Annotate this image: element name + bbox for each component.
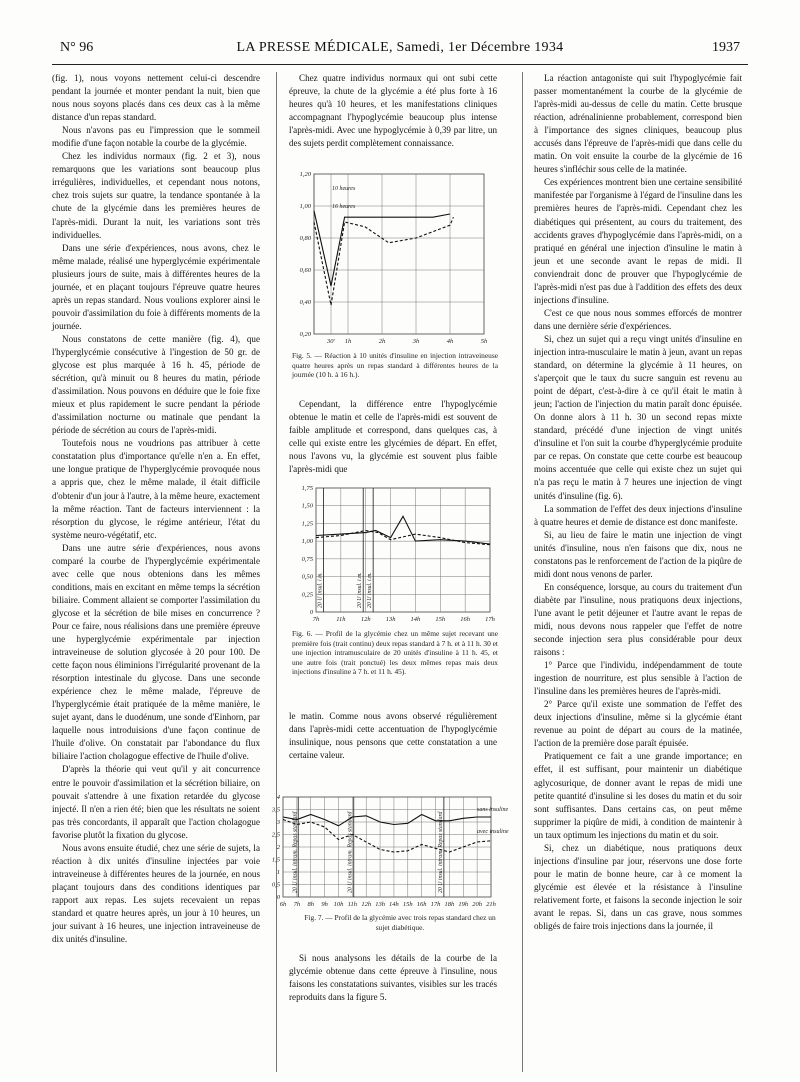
page-header: [60, 40, 740, 60]
paragraph: La réaction antagoniste qui suit l'hypoglycémie fait passer momentanément la courbe de la glycémie de l'après-midi au-dessus de celle du matin. Cette brusque réaction, adrénalinienne probablement, correspond bien à l'importance des signes cliniques, beaucoup plus accusés dans l'épreuve de l'après-midi que dans celle du matin. On voit ensuite la courbe de la glycémie de 16 heures s'infléchir sous celle de la matinée.: [534, 73, 742, 175]
paragraph: Chez quatre individus normaux qui ont subi cette épreuve, la chute de la glycémie a été plus forte à 16 heures qu'à 10 heures, et les manifestations cliniques accompagnant l'hypoglycémie beaucoup plus intense l'après-midi. Avec une hypoglycémie à 0,39 par litre, un des sujets perdit complètement connaissance.: [289, 73, 497, 149]
x-tick-label: 8h: [307, 901, 314, 908]
paragraph: Nous n'avons pas eu l'impression que le sommeil modifie d'une façon notable la courbe de la glycémie.: [52, 125, 260, 149]
x-tick-label: 17h: [430, 901, 441, 908]
column-3: [534, 72, 742, 933]
journal-title: LA PRESSE MÉDICALE, Samedi, 1er Décembre 1934: [236, 40, 564, 55]
y-tick-label: 0,40: [299, 299, 311, 306]
x-tick-label: 7h: [293, 901, 301, 908]
paragraph: 2° Parce qu'il existe une sommation de l'effet des deux injections d'insuline, même si la glycémie étant revenue au point de départ au cours de la matinée, l'action de la première dose paraît épuisée.: [534, 699, 742, 749]
y-tick-label: 0: [276, 894, 280, 901]
y-tick-label: 0,50: [301, 573, 313, 581]
paragraph: Toutefois nous ne voudrions pas attribuer à cette constatation plus d'importance qu'elle n'en a. En effet, une longue pratique de l'hyperglycémie provoquée nous a appris que, chez le même malade, il était difficile d'obtenir d'un jour à l'autre, à la même heure, exactement la même réaction. Tant de facteurs interviennent : la résorption du glycose, le régime antérieur, l'état du système neuro-végétatif, etc.: [52, 438, 260, 540]
x-tick-label: 18h: [444, 901, 455, 908]
x-tick-label: 14h: [410, 616, 421, 623]
x-tick-label: 15h: [435, 616, 446, 623]
x-tick-label: 16h: [460, 616, 471, 623]
figure-6-chart: [292, 480, 498, 626]
paragraph: La sommation de l'effet des deux injections d'insuline à quatre heures et demie de distance est donc manifeste.: [534, 503, 742, 527]
plot-frame: [316, 488, 490, 612]
x-tick-label: 17h: [485, 616, 495, 623]
figure-7-caption: Fig. 7. — Profil de la glycémie avec trois repas standard chez un sujet diabétique.: [304, 913, 496, 932]
y-tick-label: 0,80: [299, 235, 311, 242]
figure-5-caption: Fig. 5. — Réaction à 10 unités d'insuline en injection intraveineuse quatre heures après un repas standard à différentes heures de la journée (10 h. à 16 h.).: [292, 351, 498, 380]
paragraph: Dans une autre série d'expériences, nous avons comparé la courbe de l'hyperglycémie expérimentale avec celle que nous obtenions dans les mêmes conditions, mais en excitant en même temps la sécrétion biliaire. Comment allaient se comporter l'assimilation du glycose et la sécrétion de bile mises en concurrence ? Pour ce faire, nous réalisions dans une première épreuve une hyperglycémie expérimentale par injection intraveineuse de solution glycosée à 20 pour 100. De cette façon nous éliminions l'irrégularité provenant de la résorption intestinale du glycose. Dans une seconde expérience chez le même malade, l'épreuve de l'hyperglycémie était pratiquée de la même manière, le sujet ayant, dans le duodénum, une sonde d'Einhorn, par laquelle nous introduisions d'une façon continue de l'huile d'olive. On constatait par l'abondance du flux biliaire l'action cholagogue effective de l'huile d'olive.: [52, 542, 260, 762]
x-tick-label: 6h: [279, 901, 287, 908]
series-line: [314, 217, 453, 305]
paragraph: Si, au lieu de faire le matin une injection de vingt unités d'insuline, nous n'en faisons que dix, nous ne constatons pas le renforcement de l'action de la piqûre de midi dont nous venons de parler.: [534, 529, 742, 579]
y-tick-label: 1,00: [301, 538, 313, 546]
annotation-label: 20 U insul. intram. Repas standard: [292, 811, 299, 893]
paragraph: Chez les individus normaux (fig. 2 et 3), nous remarquons que les variations sont beaucoup plus irrégulières, individuelles, et cependant nous notons, chez trois sujets sur quatre, la tendance spontanée à la chute de la glycémie dans les premières heures de l'après-midi. Durant la nuit, les variations sont très individuelles.: [52, 151, 260, 240]
y-tick-label: 0,25: [301, 591, 313, 599]
paragraph: Dans une série d'expériences, nous avons, chez le même malade, réalisé une hyperglycémie expérimentale plusieurs jours de suite, mais à différentes heures de la journée, et en plaçant toujours l'épreuve quatre heures après un repas standard. Nous voulions explorer ainsi le pouvoir d'assimilation du foie à différents moments de la journée.: [52, 242, 260, 331]
annotation-label: 20 U insul. i.m.: [317, 572, 324, 608]
series-label: 10 heures: [332, 186, 356, 192]
paragraph: Si, chez un diabétique, nous pratiquons deux injections d'insuline par jour, réservons une dose forte pour le matin de bonne heure, car à ce moment la glycémie est élevée et la résistance à l'insuline relativement forte, et faisons la seconde injection le soir avant le repas. Si, dans un cas grave, nous sommes obligés de faire trois injections dans la journée, il: [534, 842, 742, 932]
column-2-after-fig6: [289, 710, 497, 762]
header-rule: [52, 64, 748, 65]
page-number: 1937: [712, 40, 740, 55]
paragraph: Pratiquement ce fait a une grande importance; en effet, il est suffisant, pour maintenir un diabétique aglycosurique, de donner avant le repas de midi une petite quantité d'insuline si les doses du matin et du soir sont suffisantes. Dans certains cas, on peut même supprimer la piqûre de midi, à condition de maintenir à un taux optimum les injections du matin et du soir.: [534, 751, 742, 840]
y-tick-label: 1,50: [301, 502, 313, 510]
figure-5-chart: [292, 164, 498, 354]
x-tick-label: 11h: [336, 616, 346, 623]
y-tick-label: 4: [276, 794, 280, 801]
x-tick-label: 20h: [472, 901, 483, 908]
paragraph: D'après la théorie qui veut qu'il y ait concurrence entre le pouvoir d'assimilation et la sécrétion biliaire, on pouvait s'attendre à une fixation retardée du glycose injecté. Il n'en a rien été; bien que les résultats ne soient pas très concordants, il apparaît que l'action cholagogue favorise plutôt la fixation du glycose.: [52, 764, 260, 840]
x-tick-label: 15h: [402, 901, 413, 908]
y-tick-label: 0,5: [271, 881, 280, 889]
x-tick-label: 4h: [446, 338, 454, 345]
y-tick-label: 0,20: [299, 331, 311, 338]
paragraph: C'est ce que nous nous sommes efforcés de montrer dans une dernière série d'expériences.: [534, 307, 742, 331]
column-divider: [522, 72, 523, 1072]
series-label: avec insuline: [477, 829, 509, 835]
paragraph: Nous avons ensuite étudié, chez une série de sujets, la réaction à dix unités d'insuline injectées par voie intraveineuse à différentes heures de la journée, en nous plaçant toujours dans des conditions identiques par rapport aux repas. Les sujets recevaient un repas standard et quatre heures après, un jour à 10 heures, un jour suivant à 16 heures, une injection intraveineuse de dix unités d'insuline.: [52, 842, 260, 945]
y-tick-label: 1,5: [271, 856, 280, 864]
y-tick-label: 2,5: [271, 831, 280, 839]
column-2-bottom: [289, 952, 497, 1004]
y-tick-label: 0,60: [299, 267, 311, 274]
annotation-label: 20 U insul. intram. Repas standard: [347, 811, 354, 893]
paragraph: En conséquence, lorsque, au cours du traitement d'un diabète par l'insuline, nous pratiquons deux injections, l'une avant le petit déjeuner et l'autre avant le repas de midi, nous devons nous rappeler que l'effet de notre seconde injection sera plus considérable pour deux raisons :: [534, 581, 742, 658]
x-tick-label: 11h: [347, 901, 357, 908]
x-tick-label: 12h: [360, 616, 371, 623]
x-tick-label: 7h: [312, 616, 320, 623]
column-2-intro: [289, 72, 497, 150]
x-tick-label: 3h: [412, 338, 420, 345]
x-tick-label: 1h: [344, 338, 352, 345]
x-tick-label: 9h: [321, 901, 328, 908]
y-tick-label: 0: [309, 609, 313, 616]
x-tick-label: 30': [327, 338, 335, 345]
x-tick-label: 14h: [389, 901, 399, 908]
annotation-label: 20 U insul. i.m.: [357, 572, 364, 608]
paragraph: Si nous analysons les détails de la courbe de la glycémie obtenue dans cette épreuve à l'insuline, nous faisons les constatations suivantes, visibles sur les tracés reproduits dans la figure 5.: [289, 953, 497, 1003]
paragraph: Nous constatons de cette manière (fig. 4), que l'hyperglycémie consécutive à l'ingestion de 50 gr. de glycose est plus marquée à 16 h. 45, période de sécrétion, qu'à minuit ou 8 heures du matin, période d'assimilation. Nous pouvons en déduire que le foie fixe mieux et plus rapidement le sucre pendant la période d'assimilation nocturne ou matinale que pendant la période de sécrétion au cours de l'après-midi.: [52, 333, 260, 436]
paragraph: Ces expériences montrent bien une certaine sensibilité manifestée par l'organisme à l'égard de l'insuline dans les premières heures de l'après-midi. Cependant chez les diabétiques qui présentent, au cours du traitement, des accidents graves d'hypoglycémie dans l'après-midi, on a pratiqué en général une injection d'insuline le matin à jeun et une seconde avant le repas de midi. Il conviendrait donc de prouver que l'hypoglycémie de l'après-midi n'est pas due à l'addition des effets des deux injections d'insuline.: [534, 177, 742, 305]
series-line: [316, 531, 490, 545]
annotation-label: 20 U insul. i.m.: [367, 572, 374, 608]
x-tick-label: 21h: [486, 901, 496, 908]
y-tick-label: 1,00: [299, 203, 311, 210]
column-2-middle: [289, 398, 497, 476]
x-tick-label: 16h: [416, 901, 427, 908]
series-label: 16 heures: [332, 204, 356, 210]
figure-7-chart: [263, 789, 513, 909]
x-tick-label: 13h: [385, 616, 396, 623]
y-tick-label: 1,20: [299, 171, 311, 178]
annotation-label: 20 U insul. intram. Repas standard: [437, 811, 444, 893]
column-divider: [276, 72, 277, 1072]
x-tick-label: 5h: [480, 338, 488, 345]
series-label: sans insuline: [477, 807, 509, 813]
issue-number: N° 96: [60, 40, 94, 55]
figure-6-caption: Fig. 6. — Profil de la glycémie chez un même sujet recevant une première fois (trait continu) deux repas standard à 7 h. et à 11 h. 30 et une injection intramusculaire de 20 unités d'insuline à 11 h. 45, et une autre fois (trait ponctué) les deux mêmes repas mais deux injections d'insuline à 7 h. et 11 h. 45).: [292, 629, 498, 677]
y-tick-label: 0,75: [301, 555, 313, 563]
x-tick-label: 10h: [333, 901, 344, 908]
y-tick-label: 3: [276, 819, 280, 826]
paragraph: Si, chez un sujet qui a reçu vingt unités d'insuline en injection intra-musculaire le matin à jeun, avant un repas standard, on détermine la glycémie à 11 heures, on s'aperçoit que le taux du sucre sanguin est revenu au point de départ, c'est-à-dire à ce qu'il était le matin à jeun; l'action de l'injection du matin paraît donc épuisée. On donne alors à 11 h. 30 un second repas mixte standard, précédé d'une injection de vingt unités d'insuline et l'on suit la courbe d'hyperglycémie produite par ce repas. On constate que cette courbe est beaucoup moins accentuée que celle qui existe chez un sujet qui n'a pas reçu le matin à 7 heures une injection de vingt unités d'insuline (fig. 6).: [534, 333, 742, 501]
paragraph: 1° Parce que l'individu, indépendamment de toute ingestion de nourriture, est plus sensible à l'action de l'insuline dans les premières heures de l'après-midi.: [534, 660, 742, 697]
x-tick-label: 19h: [458, 901, 469, 908]
y-tick-label: 2: [276, 844, 280, 851]
paragraph: le matin. Comme nous avons observé régulièrement dans l'après-midi cette accentuation de l'hypoglycémie insulinique, nous pensons que cette constatation a une certaine valeur.: [289, 711, 497, 761]
series-line: [283, 815, 491, 826]
column-1: [52, 72, 260, 946]
paragraph: (fig. 1), nous voyons nettement celui-ci descendre pendant la journée et monter pendant la nuit, bien que nous nous soyons placés dans ces deux cas à la même distance d'un repas standard.: [52, 73, 260, 123]
y-tick-label: 3,5: [271, 806, 280, 814]
paragraph: Cependant, la différence entre l'hypoglycémie obtenue le matin et celle de l'après-midi est souvent de faible amplitude et correspond, dans quelques cas, à celle qui existe entre les glycémies de départ. En effet, nous l'avons vu, la glycémie est souvent plus faible l'après-midi que: [289, 399, 497, 475]
x-tick-label: 13h: [375, 901, 385, 908]
y-tick-label: 1: [276, 869, 280, 876]
x-tick-label: 2h: [378, 338, 386, 345]
y-tick-label: 1,25: [301, 520, 313, 528]
y-tick-label: 1,75: [301, 485, 313, 492]
series-line: [316, 516, 490, 544]
x-tick-label: 12h: [361, 901, 372, 908]
